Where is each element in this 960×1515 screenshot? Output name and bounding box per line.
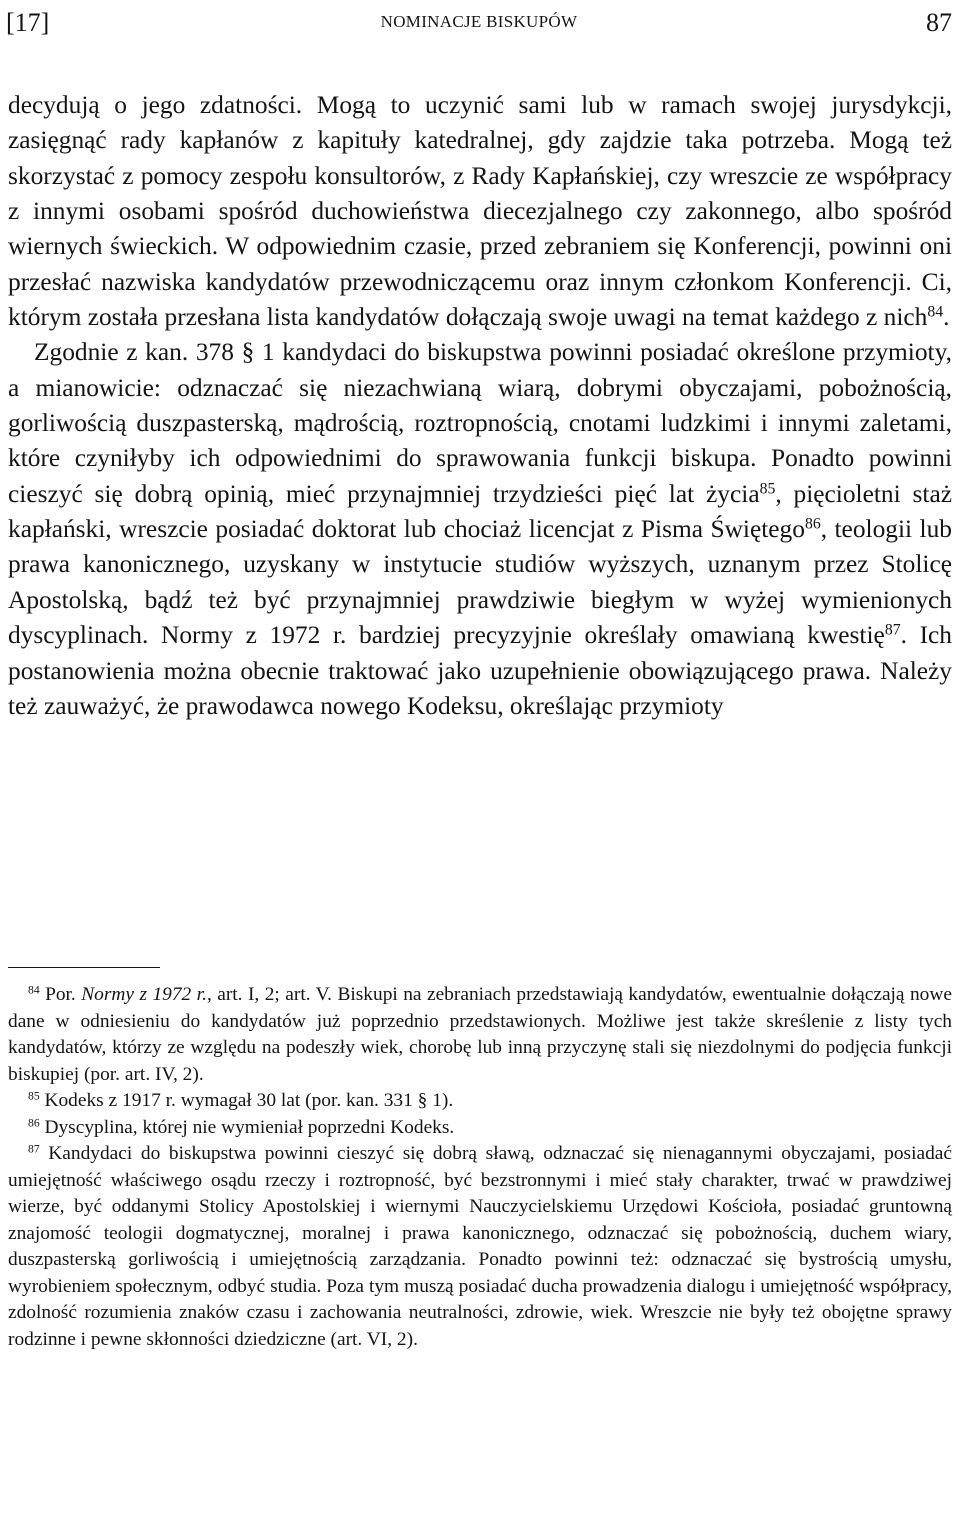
footnote-85-text: Kodeks z 1917 r. wymagał 30 lat (por. kan. 331 § 1). <box>39 1090 454 1111</box>
paragraph-1-end: . <box>943 303 950 332</box>
paragraph-2 <box>8 335 952 724</box>
footnote-number-87: 87 <box>28 1142 40 1156</box>
footnote-ref-85[interactable]: 85 <box>759 480 776 498</box>
footnote-87-text: Kandydaci do biskupstwa powinni cieszyć się dobrą sławą, odznaczać się nienagannymi obyczajami, posiadać umiejętność właściwego osądu rzeczy i roztropność, być bezstronnymi i mieć stały charakter, trwać w prawdziwej wierze, być oddanymi Stolicy Apostolskiej i wiernymi Nauczycielskiemu Urzędowi Kościoła, posiadać gruntowną znajomość teologii dogmatycznej, moralnej i prawa kanonicznego, odznaczać się pobożnością, duchem wiary, duszpasterską gorliwością i umiejętnością zarządzania. Ponadto powinni też: odznaczać się bystrością umysłu, wyrobieniem społecznym, odbyć studia. Poza tym muszą posiadać ducha prowadzenia dialogu i umiejętność współpracy, zdolność rozumienia znaków czasu i zachowania neutralności, zdrowie, wiek. Wreszcie nie były też obojętne sprawy rodzinne i pewne skłonności dziedziczne (art. VI, 2). <box>8 1143 952 1350</box>
footnote-87 <box>8 1141 952 1353</box>
footnote-86 <box>8 1115 952 1142</box>
paragraph-1 <box>8 88 952 335</box>
page-reference: [17] <box>6 8 50 37</box>
footnote-number-84: 84 <box>28 983 40 997</box>
footnote-85 <box>8 1088 952 1115</box>
footnote-number-85: 85 <box>28 1089 40 1103</box>
paragraph-2-part-b: , pięcioletni staż kapłański, wreszcie posiadać doktorat lub chociaż licencjat z Pisma Świętego <box>8 479 952 544</box>
paragraph-2-part-c: , teologii lub prawa kanonicznego, uzyskany w instytucie studiów wyższych, uznanym przez Stolicę Apostolską, bądź też być przynajmniej prawdziwie biegłym w wyżej wymienionych dyscyplinach. Normy z 1972 r. bardziej precyzyjnie określały omawianą kwestię <box>8 515 952 650</box>
footnote-84 <box>8 982 952 1088</box>
footnote-ref-84[interactable]: 84 <box>927 303 944 321</box>
footnote-separator <box>8 967 160 968</box>
footnote-84-text: , art. I, 2; art. V. Biskupi na zebraniach przedstawiają kandydatów, ewentualnie dołączają nowe dane w odniesieniu do kandydatów już poprzednio przedstawionych. Możliwe jest także skreślenie z listy tych kandydatów, którzy ze względu na podeszły wiek, chorobę lub inną przyczynę stali się niezdolnymi do podjęcia funkcji biskupiej (por. art. IV, 2). <box>8 984 952 1085</box>
footnote-ref-86[interactable]: 86 <box>804 515 821 533</box>
footnote-number-86: 86 <box>28 1116 40 1130</box>
paragraph-2-part-a: Zgodnie z kan. 378 § 1 kandydaci do biskupstwa powinni posiadać określone przymioty, a mianowicie: odznaczać się niezachwianą wiarą, dobrymi obyczajami, pobożnością, gorliwością duszpasterską, mądrością, roztropnością, cnotami ludzkimi i innymi zaletami, które czyniłyby ich odpowiednimi do sprawowania funkcji biskupa. Ponadto powinni cieszyć się dobrą opinią, mieć przynajmniej trzydzieści pięć lat życia <box>8 338 952 508</box>
paragraph-2-part-d: . Ich postanowienia można obecnie traktować jako uzupełnienie obowiązującego prawa. Należy też zauważyć, że prawodawca nowego Kodeksu, określając przymioty <box>8 621 952 720</box>
main-text <box>8 88 952 724</box>
footnote-84-italic: Normy z 1972 r. <box>81 984 207 1005</box>
running-title: NOMINACJE BISKUPÓW <box>380 12 578 31</box>
running-header <box>6 8 952 48</box>
paragraph-1-text: decydują o jego zdatności. Mogą to uczynić sami lub w ramach swojej jurysdykcji, zasięgnąć rady kapłanów z kapituły katedralnej, gdy zajdzie taka potrzeba. Mogą też skorzystać z pomocy zespołu konsultorów, z Rady Kapłańskiej, czy wreszcie ze współpracy z innymi osobami spośród duchowieństwa diecezjalnego czy zakonnego, albo spośród wiernych świeckich. W odpowiednim czasie, przed zebraniem się Konferencji, powinni oni przesłać nazwiska kandydatów przewodniczącemu oraz innym członkom Konferencji. Ci, którym została przesłana lista kandydatów dołączają swoje uwagi na temat każdego z nich <box>8 91 952 332</box>
footnotes <box>8 982 952 1353</box>
footnote-84-prefix: Por. <box>39 984 82 1005</box>
footnote-ref-87[interactable]: 87 <box>884 621 901 639</box>
page-number: 87 <box>926 8 952 37</box>
footnote-86-text: Dyscyplina, której nie wymieniał poprzedni Kodeks. <box>39 1116 455 1138</box>
